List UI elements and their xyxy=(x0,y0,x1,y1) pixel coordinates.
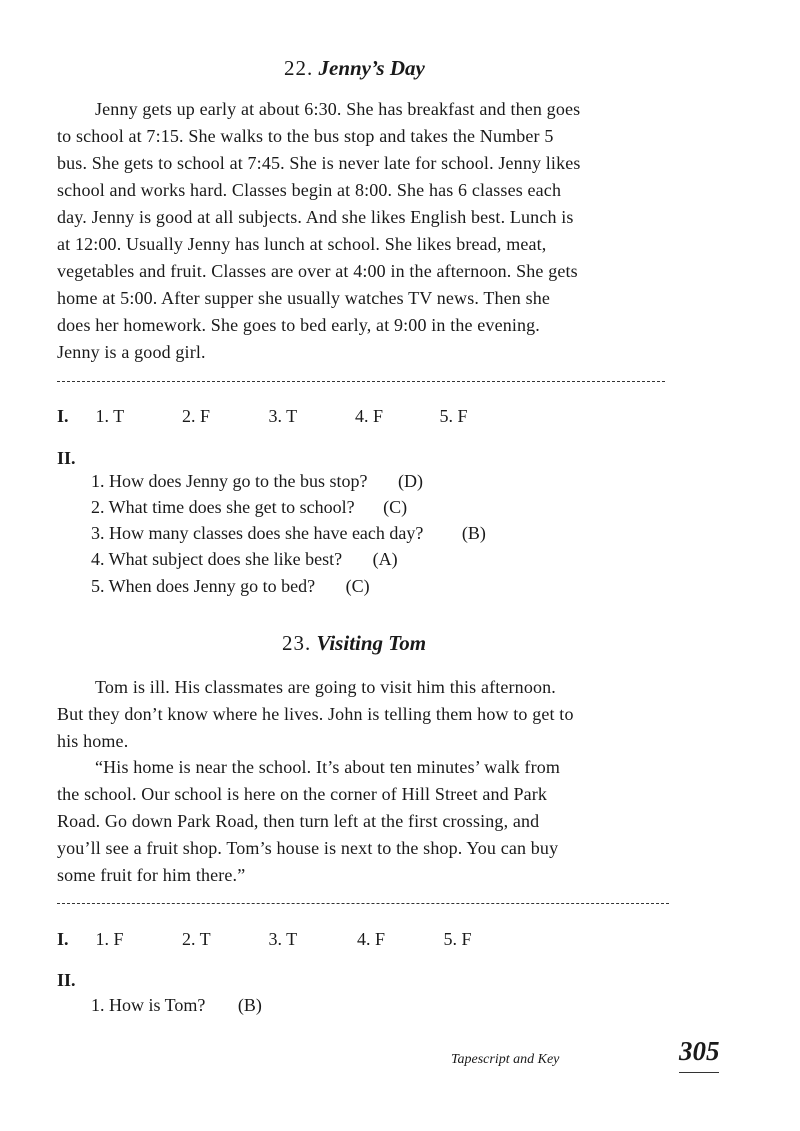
paragraph-line: “His home is near the school. It’s about ten minutes’ walk from xyxy=(95,757,561,777)
section-22-part2-label: II. xyxy=(57,448,76,468)
question-item xyxy=(91,576,370,597)
question-answer: (A) xyxy=(372,549,398,569)
paragraph-line: day. Jenny is good at all subjects. And she likes English best. Lunch is xyxy=(57,207,574,227)
page-number-underline xyxy=(679,1072,719,1073)
question-item xyxy=(91,497,407,518)
paragraph-line: Road. Go down Park Road, then turn left at the first crossing, and xyxy=(57,811,540,831)
paragraph-line: bus. She gets to school at 7:45. She is never late for school. Jenny likes xyxy=(57,153,581,173)
question-answer: (C) xyxy=(345,576,370,596)
paragraph-line: the school. Our school is here on the corner of Hill Street and Park xyxy=(57,784,548,804)
paragraph-line: at 12:00. Usually Jenny has lunch at school. She likes bread, meat, xyxy=(57,234,547,254)
paragraph-line: But they don’t know where he lives. John is telling them how to get to xyxy=(57,704,574,724)
section-22-part1 xyxy=(57,406,468,427)
tf-answer: 1. F xyxy=(95,929,124,949)
paragraph-line: Jenny gets up early at about 6:30. She has breakfast and then goes xyxy=(95,99,581,119)
question-text: 3. How many classes does she have each day? xyxy=(91,523,424,543)
paragraph-line: to school at 7:15. She walks to the bus stop and takes the Number 5 xyxy=(57,126,554,146)
question-text: 4. What subject does she like best? xyxy=(91,549,343,569)
question-item xyxy=(91,549,398,570)
page-number: 305 xyxy=(679,1036,720,1066)
question-answer: (B) xyxy=(461,523,486,543)
question-answer: (C) xyxy=(383,497,408,517)
part1-label: I. xyxy=(57,406,69,426)
section-23-name: Visiting Tom xyxy=(316,631,427,655)
tf-answer: 5. F xyxy=(439,406,468,426)
section-22-title xyxy=(284,56,425,81)
paragraph-line: home at 5:00. After supper she usually watches TV news. Then she xyxy=(57,288,551,308)
tf-answer: 5. F xyxy=(443,929,472,949)
paragraph-line: vegetables and fruit. Classes are over at 4:00 in the afternoon. She gets xyxy=(57,261,578,281)
section-divider xyxy=(57,903,669,904)
section-divider xyxy=(57,381,665,382)
paragraph-line: you’ll see a fruit shop. Tom’s house is next to the shop. You can buy xyxy=(57,838,559,858)
section-23-title xyxy=(282,631,426,656)
tf-answer: 2. T xyxy=(182,929,211,949)
tf-answer: 3. T xyxy=(268,406,298,426)
question-item xyxy=(91,995,262,1016)
question-answer: (B) xyxy=(237,995,262,1015)
paragraph-line: his home. xyxy=(57,731,129,751)
section-22-number: 22. xyxy=(284,56,314,80)
tf-answer: 4. F xyxy=(355,406,384,426)
question-text: 2. What time does she get to school? xyxy=(91,497,355,517)
question-text: 5. When does Jenny go to bed? xyxy=(91,576,316,596)
section-22-name: Jenny’s Day xyxy=(318,56,425,80)
footer-label: Tapescript and Key xyxy=(451,1052,560,1067)
tf-answer: 1. T xyxy=(95,406,125,426)
paragraph-line: Tom is ill. His classmates are going to visit him this afternoon. xyxy=(95,677,556,697)
paragraph-line: does her homework. She goes to bed early, at 9:00 in the evening. xyxy=(57,315,540,335)
tf-answer: 4. F xyxy=(357,929,386,949)
paragraph-line: school and works hard. Classes begin at 8:00. She has 6 classes each xyxy=(57,180,562,200)
section-23-number: 23. xyxy=(282,631,312,655)
question-item xyxy=(91,471,423,492)
question-text: 1. How is Tom? xyxy=(91,995,206,1015)
section-23-part1 xyxy=(57,929,472,950)
paragraph-line: some fruit for him there.” xyxy=(57,865,246,885)
question-text: 1. How does Jenny go to the bus stop? xyxy=(91,471,368,491)
tf-answer: 2. F xyxy=(182,406,211,426)
section-23-part2-label: II. xyxy=(57,970,76,990)
question-item xyxy=(91,523,486,544)
part1-label: I. xyxy=(57,929,69,949)
paragraph-line: Jenny is a good girl. xyxy=(57,342,206,362)
tf-answer: 3. T xyxy=(268,929,298,949)
question-answer: (D) xyxy=(397,471,423,491)
